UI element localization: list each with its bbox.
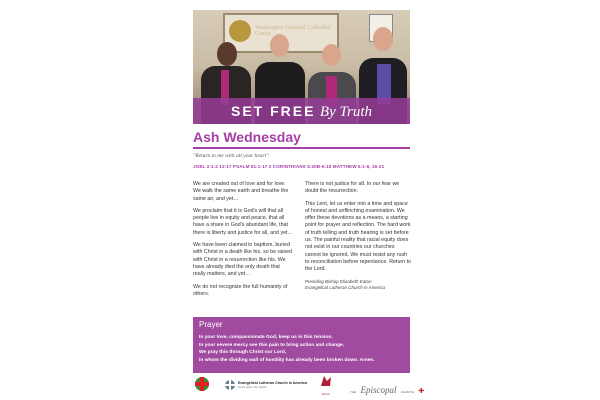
episcopal-logo [350,380,424,398]
banner-script: By Truth [319,104,372,120]
prayer-line: In your love, compassionate God, keep us in this tension. [199,335,333,340]
quote: "Return to me with all your heart" [193,153,269,159]
prayer-heading: Prayer [199,320,223,329]
left-column [193,181,293,303]
sign-text: Washington National Cathedral Center [255,25,331,37]
banner-main: SET FREE [230,103,316,119]
episcopal-church: CHURCH [400,390,414,394]
elcic-logo [320,374,332,396]
person-head [373,27,393,51]
paragraph: There is not justice for all. In our fear we doubt the resurrection. [305,181,400,195]
elca-cross-icon [225,380,235,390]
right-column [305,181,411,291]
signature [305,279,411,291]
signature-name: Presiding Bishop Elizabeth Eaton [305,278,372,284]
episcopal-name: Episcopal [360,385,397,395]
paragraph: This Lent, let us enter into a time and space of honest and unflinching examination. We offer these devotions as a means, a starting point for prayer and reflection. The hard work of truth telling and truth hearing is set before us. The painful reality that racial equity does not exist in our countries our churches cannot be ignored. We must resist any rush to reconciliation before repentance. Return to the Lord. [305,200,412,273]
episcopal-the: THE [350,390,356,394]
prayer-text [199,334,375,364]
elcic-mark-icon [320,375,332,387]
elca-tagline: God's work. Our hands. [238,385,268,389]
prayer-line: We pray this through Christ our Lord, [199,350,287,356]
seal-icon [229,20,251,42]
page-title: Ash Wednesday [193,129,301,145]
episcopal-shield-icon: ✚ [418,388,425,395]
elca-name: Evangelical Lutheran Church in America [238,381,307,385]
elca-logo [225,380,307,390]
paragraph: We are created out of love and for love. We walk the same earth and breathe the same air, and yet… [193,181,289,202]
cross-logo-icon [194,376,210,392]
paragraph: We have been claimed in baptism, buried with Christ in a death like his, so be raised with Christ in a resurrection like his. We have already died the only death that really matters, and yet… [193,242,292,278]
scripture-readings: JOEL 2:1-2 12-17 PSALM 51:1-17 2 CORINTHIANS 5:20B-6:10 MATTHEW 6:1-6, 16-21 [193,164,385,169]
paragraph: We proclaim that it is God's will that all people live in equity and peace, that all have a share in God's abundant life, that there is liberty and justice for all, and yet… [193,207,293,236]
title-divider [193,147,410,149]
person-head [217,42,237,66]
paragraph: We do not recognize the full humanity of others. [193,283,288,297]
set-free-banner [193,98,410,124]
person-head [322,44,341,66]
prayer-line: in whom the dividing wall of hostility has already been broken down. Amen. [199,357,375,363]
prayer-box [193,317,410,373]
elcic-label: ELCIC [321,392,331,396]
prayer-line: In your severe mercy see this pain to bring action and change. [199,342,345,348]
person-head [270,34,289,57]
signature-org: Evangelical Lutheran Church in America [305,284,386,290]
